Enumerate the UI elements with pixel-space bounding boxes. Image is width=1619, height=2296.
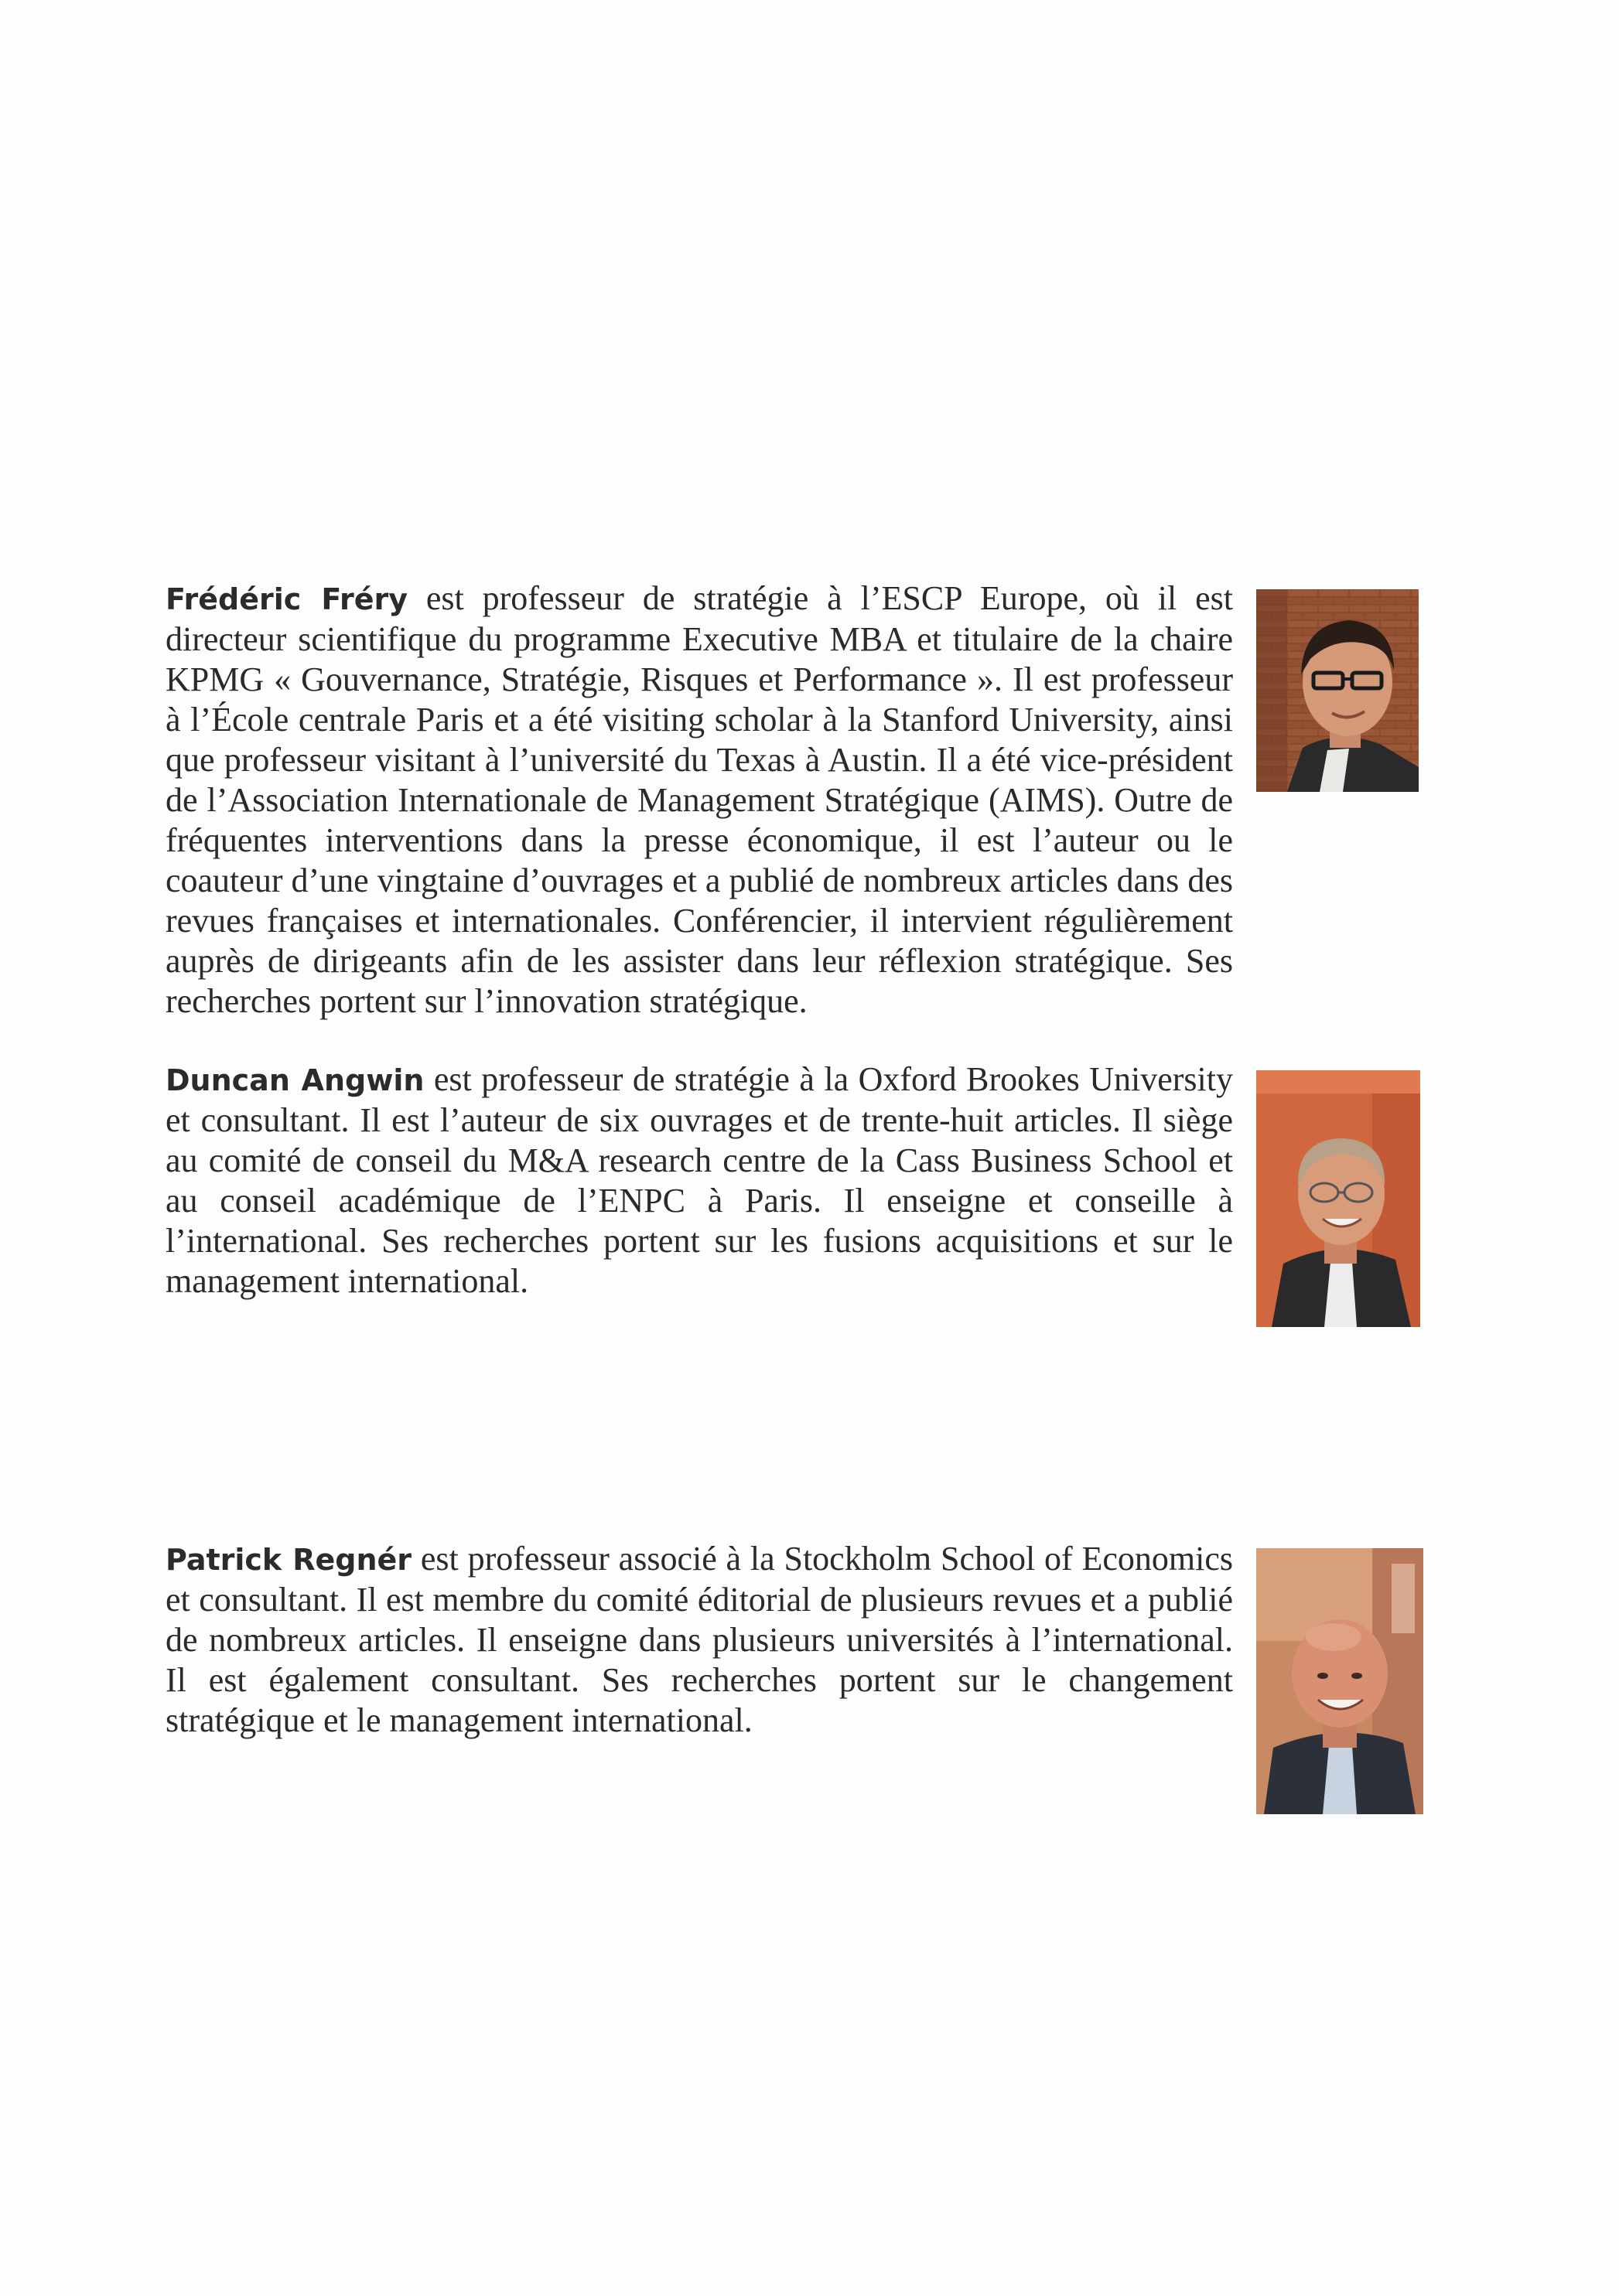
- author-bio-angwin: [166, 1059, 1419, 1338]
- author-name: Frédéric Fréry: [166, 582, 408, 616]
- bio-description: est professeur de stratégie à l’ESCP Europe, où il est directeur scientifique du programme Executive MBA et titulaire de la chaire KPMG « Gouvernance, Stratégie, Risques et Performance ». Il est professeur à l’École centrale Paris et a été visiting scholar à la Stanford University, ainsi que professeur visitant à l’université du Texas à Austin. Il a été vice-président de l’Association Internationale de Management Stratégique (AIMS). Outre de fréquentes interventions dans la presse économique, il est l’auteur ou le coauteur d’une vingtaine d’ouvrages et a publié de nombreux articles dans des revues françaises et internationales. Conférencier, il intervient régulièrement auprès de dirigeants afin de les assister dans leur réflexion stratégique. Ses recherches portent sur l’innovation stratégique.: [166, 579, 1233, 1020]
- author-photo: [1256, 589, 1419, 792]
- author-name: Patrick Regnér: [166, 1543, 412, 1577]
- author-bio-regner: [166, 1539, 1419, 1833]
- author-bio-frery: [166, 578, 1419, 1020]
- bio-description: est professeur de stratégie à la Oxford Brookes University et consultant. Il est l’auteur de six ouvrages et de trente-huit articles. Il siège au comité de conseil du M&A research centre de la Cass Business School et au conseil académique de l’ENPC à Paris. Il enseigne et conseille à l’international. Ses recherches portent sur les fusions acquisitions et sur le management international.: [166, 1060, 1233, 1300]
- author-photo: [1256, 1548, 1423, 1814]
- bio-text: [166, 1059, 1233, 1302]
- author-name: Duncan Angwin: [166, 1063, 425, 1097]
- bio-text: [166, 1539, 1233, 1741]
- bio-description: est professeur associé à la Stockholm School of Economics et consultant. Il est membre du comité éditorial de plusieurs revues et a publié de nombreux articles. Il enseigne dans plusieurs universités à l’international. Il est également consultant. Ses recherches portent sur le changement stratégique et le management international.: [166, 1540, 1233, 1739]
- author-photo: [1256, 1070, 1420, 1327]
- bio-text: [166, 578, 1233, 1022]
